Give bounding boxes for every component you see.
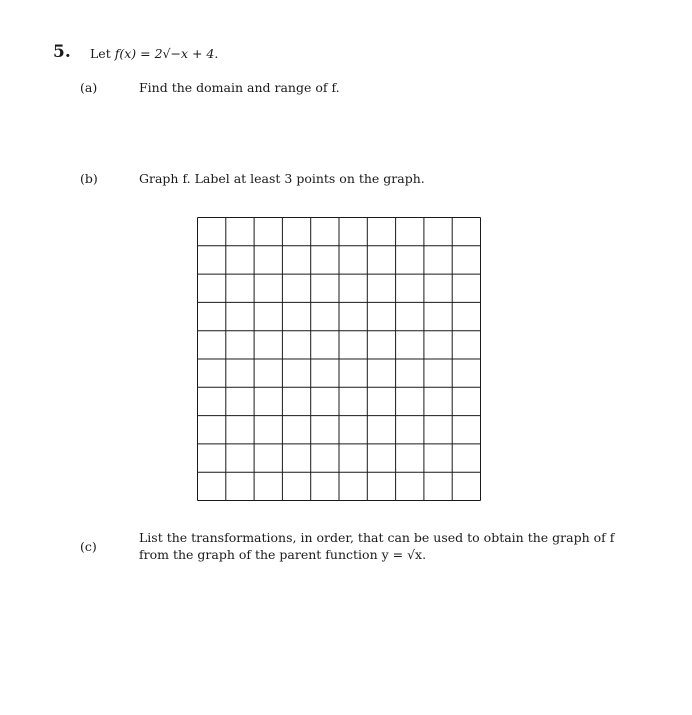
question-number: 5. bbox=[53, 42, 71, 62]
part-c-text-line1: List the transformations, in order, that can be used to obtain the graph of f bbox=[139, 530, 615, 545]
part-a-label: (a) bbox=[80, 80, 98, 95]
function-expression: f(x) = 2√−x + 4. bbox=[114, 46, 219, 61]
graph-grid[interactable] bbox=[197, 217, 481, 501]
question-prompt bbox=[90, 46, 218, 61]
part-a-text: Find the domain and range of f. bbox=[139, 80, 340, 95]
part-b-text: Graph f. Label at least 3 points on the graph. bbox=[139, 171, 425, 186]
part-c-label: (c) bbox=[80, 539, 97, 554]
part-c-text-line2: from the graph of the parent function y = √x. bbox=[139, 547, 427, 562]
part-b-label: (b) bbox=[80, 171, 98, 186]
question-intro: Let bbox=[90, 46, 111, 61]
